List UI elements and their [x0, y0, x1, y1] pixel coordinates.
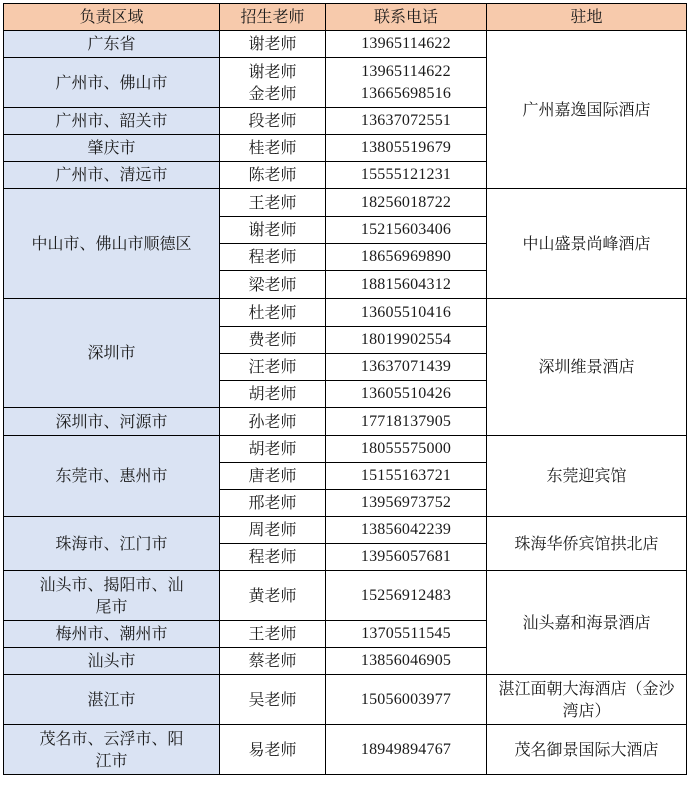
teacher-cell: 周老师: [220, 517, 326, 544]
teacher-cell: 易老师: [220, 725, 326, 775]
phone-cell: 18256018722: [326, 189, 487, 217]
region-cell: 茂名市、云浮市、阳江市: [4, 725, 220, 775]
phone-cell: 15256912483: [326, 571, 487, 621]
phone-number: 13965114622: [361, 62, 451, 80]
teacher-cell: 桂老师: [220, 135, 326, 162]
region-cell: 广东省: [4, 31, 220, 58]
teacher-cell: 吴老师: [220, 675, 326, 725]
location-cell: 茂名御景国际大酒店: [487, 725, 687, 775]
teacher-cell: 谢老师: [220, 31, 326, 58]
table-row: [4, 725, 687, 775]
header-region: 负责区域: [4, 4, 220, 31]
teacher-cell: 蔡老师: [220, 648, 326, 675]
teacher-cell: 杜老师: [220, 299, 326, 327]
phone-cell: 13856042239: [326, 517, 487, 544]
header-location: 驻地: [487, 4, 687, 31]
teacher-cell: 邢老师: [220, 490, 326, 517]
phone-cell: 18055575000: [326, 436, 487, 463]
teacher-cell: 谢老师: [220, 217, 326, 244]
phone-cell: 18949894767: [326, 725, 487, 775]
teacher-cell: 梁老师: [220, 271, 326, 299]
phone-cell: 13705511545: [326, 621, 487, 648]
table-row: [4, 675, 687, 725]
phone-cell: 13856046905: [326, 648, 487, 675]
phone-cell: 15056003977: [326, 675, 487, 725]
table-row: [4, 189, 687, 217]
region-cell: 肇庆市: [4, 135, 220, 162]
teacher-cell: 唐老师: [220, 463, 326, 490]
phone-cell: 18815604312: [326, 271, 487, 299]
region-cell: 广州市、韶关市: [4, 108, 220, 135]
teacher-cell: 王老师: [220, 621, 326, 648]
header-row: [4, 4, 687, 31]
teacher-cell: 胡老师: [220, 436, 326, 463]
teacher-cell: 陈老师: [220, 162, 326, 189]
region-cell: 中山市、佛山市顺德区: [4, 189, 220, 299]
teacher-cell: 孙老师: [220, 408, 326, 436]
region-cell: 珠海市、江门市: [4, 517, 220, 571]
phone-cell: 18019902554: [326, 327, 487, 354]
region-cell: 梅州市、潮州市: [4, 621, 220, 648]
phone-cell: 18656969890: [326, 244, 487, 271]
phone-cell: 13965114622: [326, 31, 487, 58]
table-row: [4, 517, 687, 544]
phone-cell: 13956973752: [326, 490, 487, 517]
location-cell: 汕头嘉和海景酒店: [487, 571, 687, 675]
teacher-cell: 汪老师: [220, 354, 326, 381]
phone-number: 13665698516: [360, 84, 452, 102]
region-cell: 深圳市: [4, 299, 220, 408]
teacher-cell: 胡老师: [220, 381, 326, 408]
phone-cell: 13805519679: [326, 135, 487, 162]
header-teacher: 招生老师: [220, 4, 326, 31]
teacher-name: 金老师: [248, 83, 297, 103]
location-cell: 广州嘉逸国际酒店: [487, 31, 687, 189]
teacher-cell: 黄老师: [220, 571, 326, 621]
region-cell: 广州市、清远市: [4, 162, 220, 189]
teacher-cell: 段老师: [220, 108, 326, 135]
location-cell: 珠海华侨宾馆拱北店: [487, 517, 687, 571]
phone-cell: [326, 58, 487, 108]
region-cell: 汕头市: [4, 648, 220, 675]
table-row: [4, 31, 687, 58]
teacher-cell: 王老师: [220, 189, 326, 217]
phone-cell: 13956057681: [326, 544, 487, 571]
region-cell: 东莞市、惠州市: [4, 436, 220, 517]
region-cell: 深圳市、河源市: [4, 408, 220, 436]
phone-cell: 13605510426: [326, 381, 487, 408]
teacher-name: 谢老师: [248, 61, 297, 81]
header-phone: 联系电话: [326, 4, 487, 31]
location-cell: 东莞迎宾馆: [487, 436, 687, 517]
phone-cell: 15155163721: [326, 463, 487, 490]
table-row: [4, 299, 687, 327]
region-cell: 汕头市、揭阳市、汕尾市: [4, 571, 220, 621]
phone-cell: 13637071439: [326, 354, 487, 381]
table-row: [4, 436, 687, 463]
region-cell: 湛江市: [4, 675, 220, 725]
phone-cell: 15555121231: [326, 162, 487, 189]
teacher-cell: 程老师: [220, 244, 326, 271]
phone-cell: 13605510416: [326, 299, 487, 327]
contact-table: [3, 3, 687, 775]
phone-cell: 13637072551: [326, 108, 487, 135]
location-cell: 中山盛景尚峰酒店: [487, 189, 687, 299]
teacher-cell: [220, 58, 326, 108]
location-cell: 湛江面朝大海酒店（金沙湾店）: [487, 675, 687, 725]
phone-cell: 15215603406: [326, 217, 487, 244]
teacher-cell: 费老师: [220, 327, 326, 354]
table-row: [4, 571, 687, 621]
phone-cell: 17718137905: [326, 408, 487, 436]
region-cell: 广州市、佛山市: [4, 58, 220, 108]
location-cell: 深圳维景酒店: [487, 299, 687, 436]
teacher-cell: 程老师: [220, 544, 326, 571]
